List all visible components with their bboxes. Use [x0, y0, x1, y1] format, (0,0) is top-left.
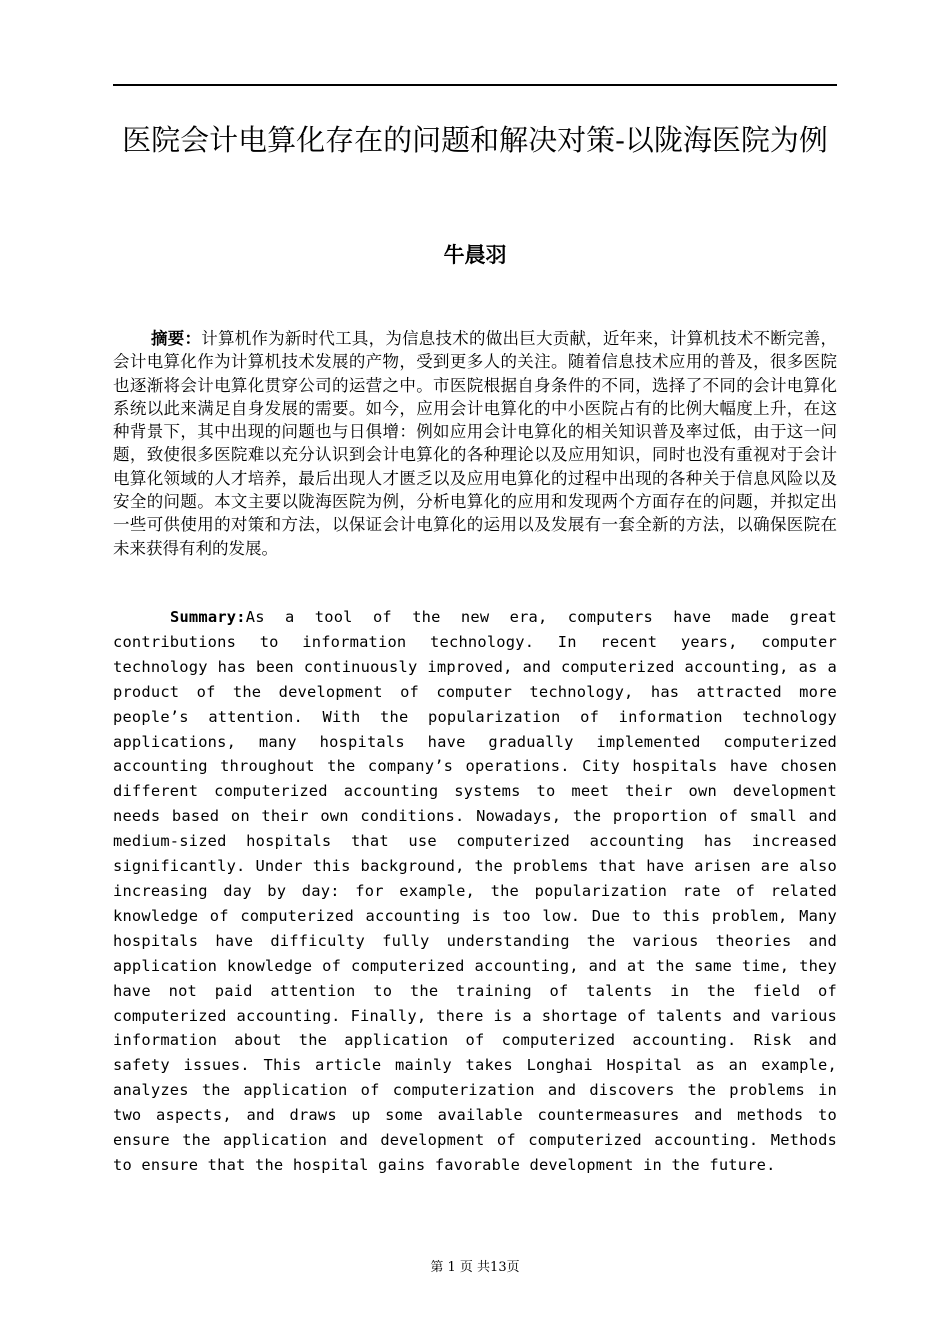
abstract-cn-text: 计算机作为新时代工具，为信息技术的做出巨大贡献，近年来，计算机技术不断完善，会计电算化作为计算机技术发展的产物，受到更多人的关注。随着信息技术应用的普及，很多医院也逐渐将会计电算化贯穿公司的运营之中。市医院根据自身条件的不同，选择了不同的会计电算化系统以此来满足自身发展的需要。如今，应用会计电算化的中小医院占有的比例大幅度上升，在这种背景下，其中出现的问题也与日俱增：例如应用会计电算化的相关知识普及率过低，由于这一问题，致使很多医院难以充分认识到会计电算化的各种理论以及应用知识，同时也没有重视对于会计电算化领域的人才培养，最后出现人才匮乏以及应用电算化的过程中出现的各种关于信息风险以及安全的问题。本文主要以陇海医院为例，分析电算化的应用和发现两个方面存在的问题，并拟定出一些可供使用的对策和方法，以保证会计电算化的运用以及发展有一套全新的方法，以确保医院在未来获得有利的发展。 [113, 329, 838, 558]
abstract-chinese [113, 327, 837, 560]
author-name: 牛晨羽 [443, 243, 507, 267]
document-title: 医院会计电算化存在的问题和解决对策-以陇海医院为例 [122, 123, 828, 157]
header-rule [113, 84, 837, 86]
abstract-en-label: Summary: [170, 608, 246, 626]
abstract-english [113, 605, 837, 1178]
abstract-cn-label: 摘要： [151, 329, 202, 348]
abstract-en-text: As a tool of the new era, computers have made great contributions to information technology. In recent years, computer technology has been continuously improved, and computerized accounting, as a product of the development of computer technology, has attracted more people’s attention. With the popularization of information technology applications, many hospitals have gradually implemented computerized accounting throughout the company’s operations. City hospitals have chosen different computerized accounting systems to meet their own development needs based on their own conditions. Nowadays, the proportion of small and medium-sized hospitals that use computerized accounting has increased significantly. Under this background, the problems that have arisen are also increasing day by day: for example, the popularization rate of related knowledge of computerized accounting is too low. Due to this problem, Many hospitals have difficulty fully understanding the various theories and application knowledge of computerized accounting, and at the same time, they have not paid attention to the training of talents in the field of computerized accounting. Finally, there is a shortage of talents and various information about the application of computerized accounting. Risk and safety issues. This article mainly takes Longhai Hospital as an example, analyzes the application of computerization and discovers the problems in two aspects, and draws up some available countermeasures and methods to ensure the application and development of computerized accounting. Methods to ensure that the hospital gains favorable development in the future. [113, 608, 837, 1174]
page-number-footer: 第 1 页 共13页 [430, 1260, 520, 1275]
